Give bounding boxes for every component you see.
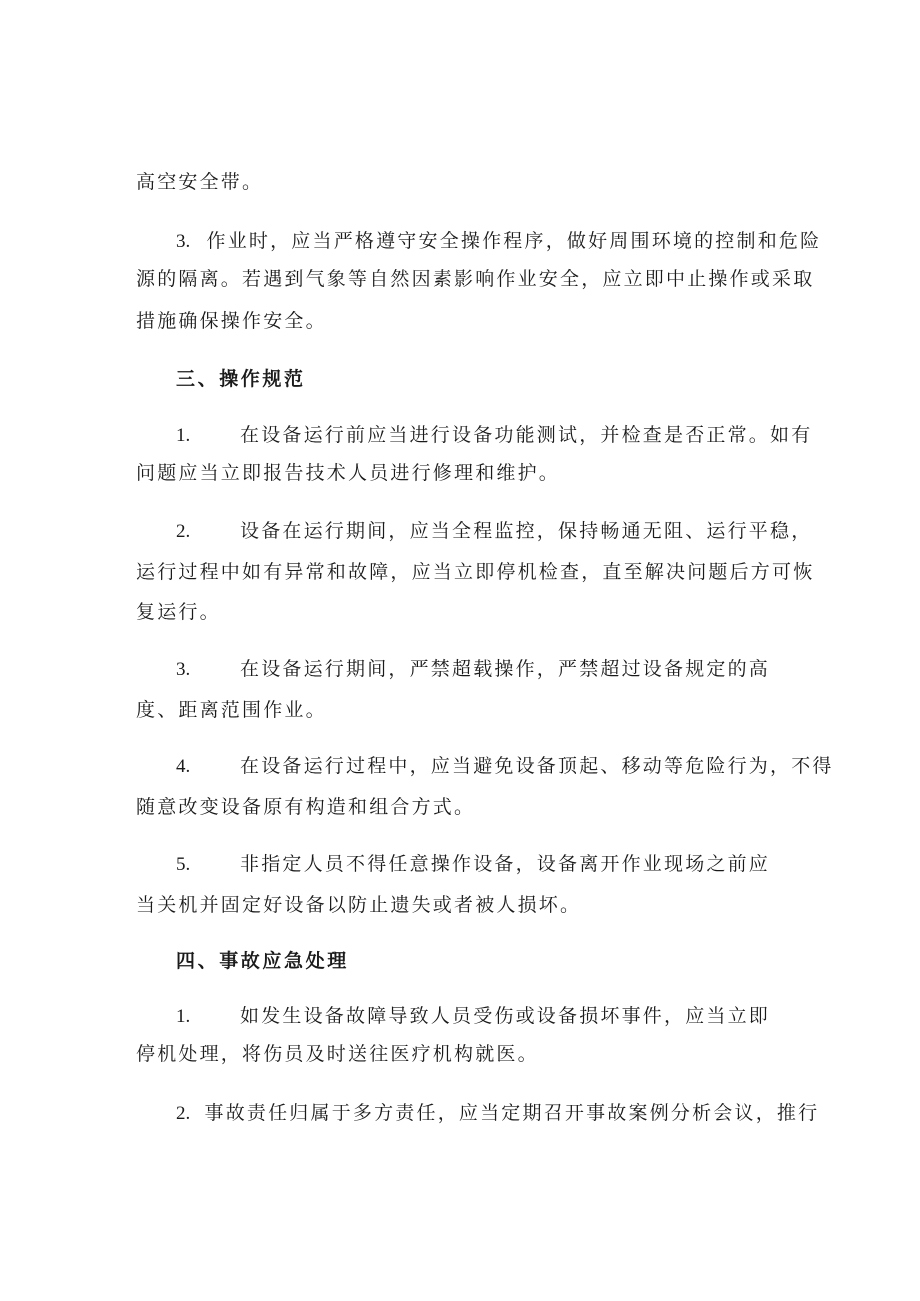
list-item <box>176 852 190 877</box>
paragraph-line: 停机处理，将伤员及时送往医疗机构就医。 <box>136 1043 539 1065</box>
list-item <box>176 229 821 254</box>
list-number: 5. <box>176 854 191 875</box>
list-item <box>176 1101 819 1126</box>
list-item <box>176 1004 190 1029</box>
list-text: 如发生设备故障导致人员受伤或设备损坏事件，应当立即 <box>240 1005 771 1027</box>
paragraph-line: 问题应当立即报告技术人员进行修理和维护。 <box>136 462 561 484</box>
list-text: 在设备运行期间，严禁超载操作，严禁超过设备规定的高 <box>240 658 771 680</box>
list-text: 非指定人员不得任意操作设备，设备离开作业现场之前应 <box>240 853 771 875</box>
paragraph-line: 复运行。 <box>136 601 221 623</box>
section-heading: 三、操作规范 <box>176 368 306 390</box>
list-item <box>176 754 190 779</box>
paragraph-line: 度、距离范围作业。 <box>136 699 327 721</box>
list-number: 2. <box>176 1103 191 1124</box>
list-number: 3. <box>176 659 191 680</box>
list-number: 1. <box>176 425 191 446</box>
list-number: 2. <box>176 521 191 542</box>
paragraph-line: 运行过程中如有异常和故障，应当立即停机检查，直至解决问题后方可恢 <box>136 561 815 583</box>
section-heading: 四、事故应急处理 <box>176 950 349 972</box>
list-text: 设备在运行期间，应当全程监控，保持畅通无阻、运行平稳， <box>240 520 813 542</box>
list-item <box>176 657 190 682</box>
paragraph-line: 高空安全带。 <box>136 171 264 193</box>
list-text: 在设备运行过程中，应当避免设备顶起、移动等危险行为，不得 <box>240 755 834 777</box>
paragraph-line: 源的隔离。若遇到气象等自然因素影响作业安全，应立即中止操作或采取 <box>136 268 815 290</box>
list-item <box>176 519 190 544</box>
list-number: 3. <box>176 231 191 252</box>
paragraph-line: 措施确保操作安全。 <box>136 310 327 332</box>
list-text: 事故责任归属于多方责任，应当定期召开事故案例分析会议，推行 <box>204 1102 820 1124</box>
list-item <box>176 423 190 448</box>
list-text: 作业时，应当严格遵守安全操作程序，做好周围环境的控制和危险 <box>206 230 822 252</box>
list-text: 在设备运行前应当进行设备功能测试，并检查是否正常。如有 <box>240 424 813 446</box>
paragraph-line: 随意改变设备原有构造和组合方式。 <box>136 796 476 818</box>
list-number: 1. <box>176 1006 191 1027</box>
list-number: 4. <box>176 756 191 777</box>
paragraph-line: 当关机并固定好设备以防止遗失或者被人损坏。 <box>136 894 582 916</box>
